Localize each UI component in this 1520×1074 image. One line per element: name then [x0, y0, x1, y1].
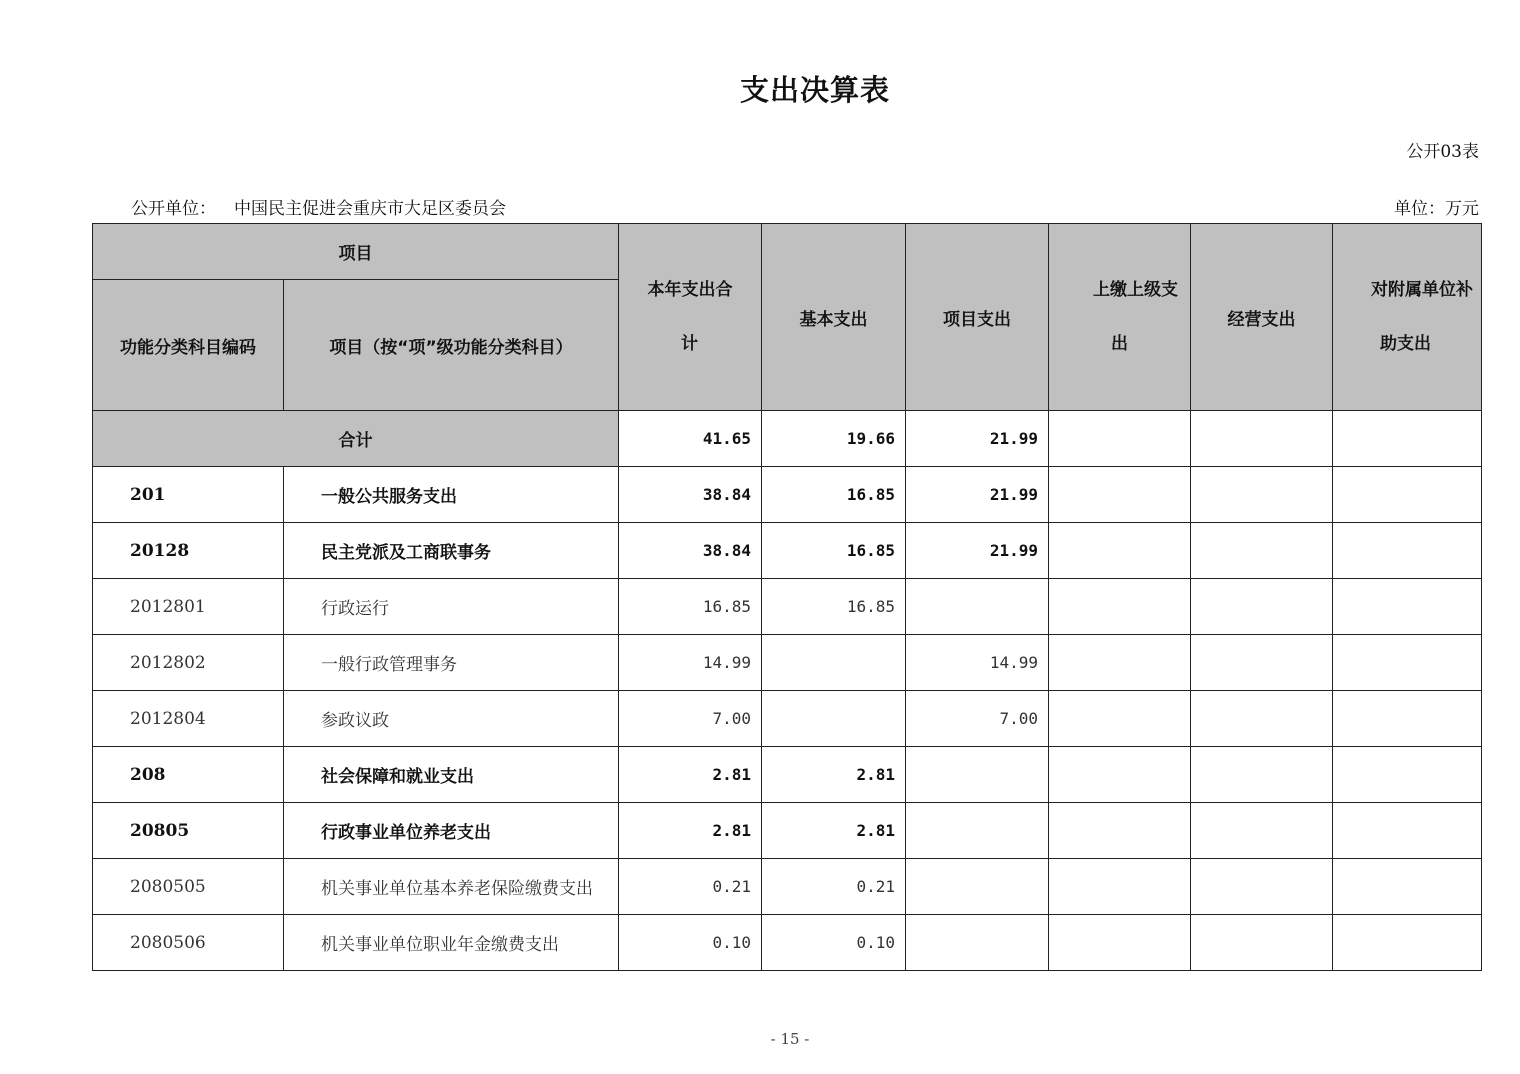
operating-cell: [1191, 859, 1333, 915]
basic-cell: 2.81: [762, 747, 906, 803]
page-title: 支出决算表: [739, 73, 890, 107]
subsidy-cell: [1333, 859, 1482, 915]
project-cell: [906, 747, 1049, 803]
header-name: 项目（按“项”级功能分类科目）: [284, 280, 619, 411]
expenditure-table: [92, 223, 1482, 971]
currency-unit: 单位：万元: [1394, 199, 1479, 219]
table-row: [93, 523, 1482, 579]
basic-cell: [762, 635, 906, 691]
total-cell: 0.21: [619, 859, 762, 915]
subsidy-cell: [1333, 635, 1482, 691]
subsidy-cell: [1333, 915, 1482, 971]
header-upper-line1: 上缴上级支: [1093, 280, 1178, 300]
operating-cell: [1191, 579, 1333, 635]
subsidy-cell: [1333, 523, 1482, 579]
table-row: [93, 691, 1482, 747]
basic-cell: 0.10: [762, 915, 906, 971]
basic-cell: 2.81: [762, 803, 906, 859]
table-row: [93, 915, 1482, 971]
table-row: [93, 635, 1482, 691]
project-cell: 21.99: [906, 411, 1049, 467]
subsidy-cell: [1333, 579, 1482, 635]
operating-cell: [1191, 635, 1333, 691]
total-cell: 2.81: [619, 747, 762, 803]
header-row-1: [93, 224, 1482, 280]
basic-cell: 0.21: [762, 859, 906, 915]
subsidy-cell: [1333, 411, 1482, 467]
total-cell: 0.10: [619, 915, 762, 971]
upper-cell: [1049, 915, 1191, 971]
upper-cell: [1049, 523, 1191, 579]
code-cell: 20128: [93, 523, 284, 579]
total-cell: 14.99: [619, 635, 762, 691]
code-cell: 201: [93, 467, 284, 523]
header-basic: 基本支出: [762, 224, 906, 411]
total-label: 合计: [93, 411, 619, 467]
total-cell: 38.84: [619, 523, 762, 579]
header-total-line2: 计: [681, 334, 698, 354]
header-subsidy-line2: 助支出: [1380, 334, 1431, 354]
code-cell: 2012804: [93, 691, 284, 747]
reporting-unit-label: 公开单位：: [131, 199, 216, 219]
basic-cell: 16.85: [762, 467, 906, 523]
project-cell: [906, 915, 1049, 971]
table-row: [93, 803, 1482, 859]
subsidy-cell: [1333, 803, 1482, 859]
basic-cell: 16.85: [762, 579, 906, 635]
total-cell: 2.81: [619, 803, 762, 859]
code-cell: 2080505: [93, 859, 284, 915]
operating-cell: [1191, 691, 1333, 747]
basic-cell: 19.66: [762, 411, 906, 467]
name-cell: 机关事业单位基本养老保险缴费支出: [284, 859, 619, 915]
subsidy-cell: [1333, 747, 1482, 803]
subsidy-cell: [1333, 691, 1482, 747]
basic-cell: [762, 691, 906, 747]
header-item: 项目: [93, 224, 619, 280]
name-cell: 一般公共服务支出: [284, 467, 619, 523]
table-number: 公开03表: [1406, 142, 1479, 162]
upper-cell: [1049, 747, 1191, 803]
name-cell: 参政议政: [284, 691, 619, 747]
total-cell: 16.85: [619, 579, 762, 635]
upper-cell: [1049, 859, 1191, 915]
code-cell: 208: [93, 747, 284, 803]
header-code: 功能分类科目编码: [93, 280, 284, 411]
total-row: [93, 411, 1482, 467]
code-cell: 2012801: [93, 579, 284, 635]
header-subsidy: [1333, 224, 1482, 411]
operating-cell: [1191, 467, 1333, 523]
header-project: 项目支出: [906, 224, 1049, 411]
table-body: [93, 467, 1482, 971]
basic-cell: 16.85: [762, 523, 906, 579]
name-cell: 行政事业单位养老支出: [284, 803, 619, 859]
code-cell: 20805: [93, 803, 284, 859]
operating-cell: [1191, 411, 1333, 467]
project-cell: 14.99: [906, 635, 1049, 691]
project-cell: [906, 859, 1049, 915]
name-cell: 机关事业单位职业年金缴费支出: [284, 915, 619, 971]
table-row: [93, 747, 1482, 803]
upper-cell: [1049, 579, 1191, 635]
name-cell: 社会保障和就业支出: [284, 747, 619, 803]
project-cell: 21.99: [906, 523, 1049, 579]
total-cell: 41.65: [619, 411, 762, 467]
project-cell: 7.00: [906, 691, 1049, 747]
operating-cell: [1191, 523, 1333, 579]
table-row: [93, 467, 1482, 523]
operating-cell: [1191, 803, 1333, 859]
name-cell: 民主党派及工商联事务: [284, 523, 619, 579]
table-row: [93, 859, 1482, 915]
code-cell: 2080506: [93, 915, 284, 971]
name-cell: 一般行政管理事务: [284, 635, 619, 691]
header-upper-line2: 出: [1111, 334, 1128, 354]
total-cell: 7.00: [619, 691, 762, 747]
total-cell: 38.84: [619, 467, 762, 523]
reporting-unit-name: 中国民主促进会重庆市大足区委员会: [234, 199, 506, 219]
upper-cell: [1049, 411, 1191, 467]
upper-cell: [1049, 467, 1191, 523]
reporting-unit: [131, 194, 506, 219]
page-number: - 15 -: [770, 1030, 810, 1048]
header-total: [619, 224, 762, 411]
header-subsidy-line1: 对附属单位补: [1371, 280, 1473, 300]
project-cell: [906, 803, 1049, 859]
header-upper: [1049, 224, 1191, 411]
name-cell: 行政运行: [284, 579, 619, 635]
upper-cell: [1049, 691, 1191, 747]
code-cell: 2012802: [93, 635, 284, 691]
project-cell: [906, 579, 1049, 635]
project-cell: 21.99: [906, 467, 1049, 523]
header-total-line1: 本年支出合: [647, 280, 733, 300]
operating-cell: [1191, 747, 1333, 803]
operating-cell: [1191, 915, 1333, 971]
upper-cell: [1049, 635, 1191, 691]
header-operating: 经营支出: [1191, 224, 1333, 411]
upper-cell: [1049, 803, 1191, 859]
subsidy-cell: [1333, 467, 1482, 523]
table-row: [93, 579, 1482, 635]
